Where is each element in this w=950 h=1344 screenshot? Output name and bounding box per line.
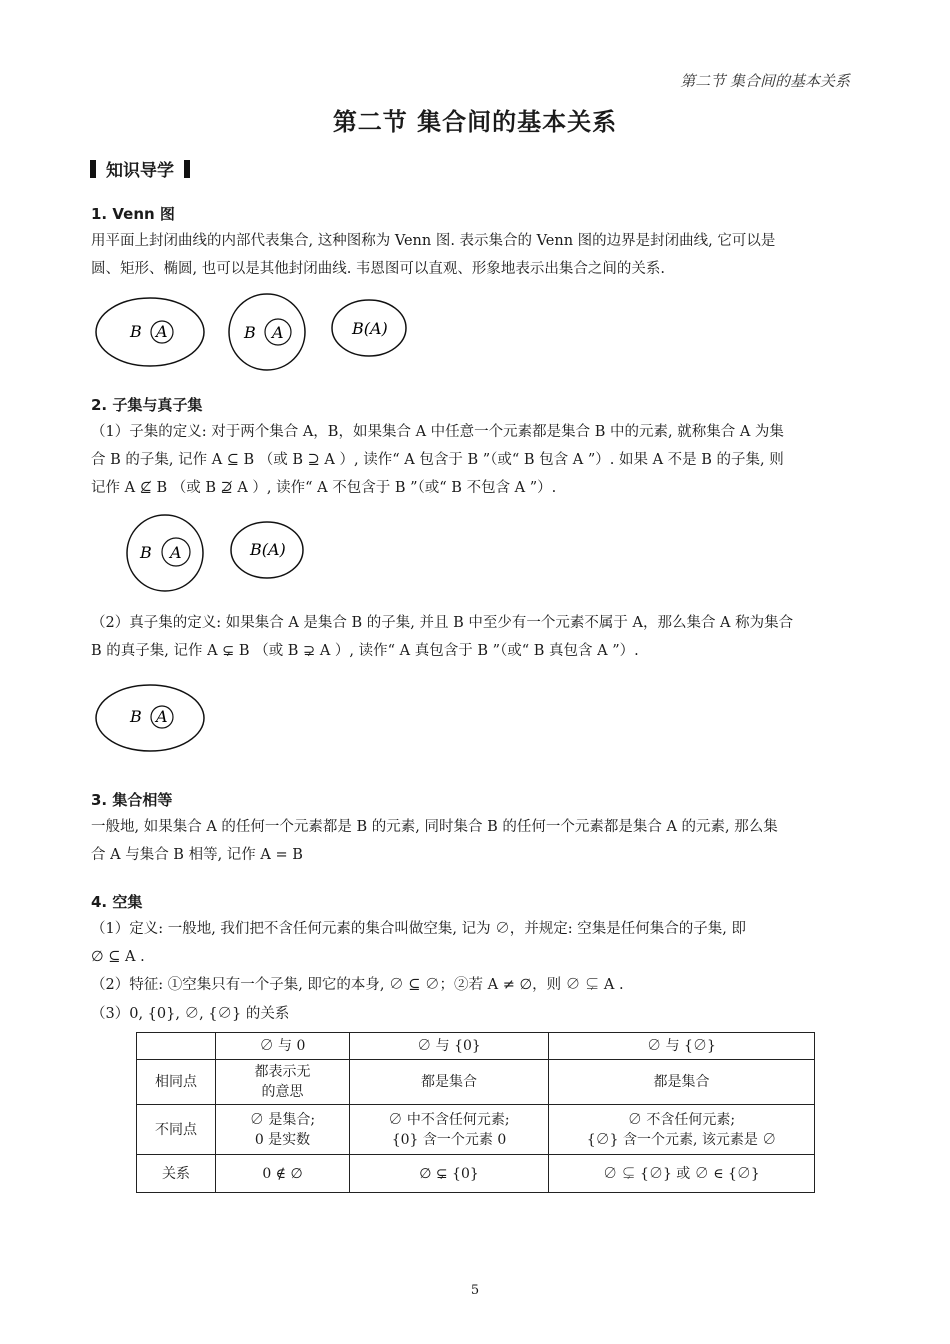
venn-label-equal: B(A)	[352, 319, 388, 338]
section-4-line-3: （2）特征: ①空集只有一个子集, 即它的本身, ∅ ⊆ ∅；②若 A ≠ ∅，则 ∅ ⊊ A .	[91, 977, 624, 993]
section-2-heading: 2. 子集与真子集	[91, 396, 203, 414]
section-4-line-1: （1）定义: 一般地, 我们把不含任何元素的集合叫做空集, 记为 ∅，并规定: 空集是任何集合的子集, 即	[91, 921, 746, 937]
table-row-label: 相同点	[137, 1060, 216, 1105]
venn-circle-subset	[229, 294, 305, 370]
table-cell: ∅ 是集合; 0 是实数	[216, 1105, 350, 1155]
section-3-line-1: 一般地, 如果集合 A 的任何一个元素都是 B 的元素, 同时集合 B 的任何一个元素都是集合 A 的元素, 那么集	[91, 819, 778, 835]
table-header-cell: ∅ 与 0	[216, 1033, 350, 1060]
table-cell: 0 ∉ ∅	[216, 1155, 350, 1193]
section-2-p2-line-1: （2）真子集的定义: 如果集合 A 是集合 B 的子集, 并且 B 中至少有一个元素不属于 A，那么集合 A 称为集合	[91, 615, 794, 631]
relation-table	[136, 1032, 815, 1193]
section-1-line-1: 用平面上封闭曲线的内部代表集合, 这种图称为 Venn 图. 表示集合的 Venn 图的边界是封闭曲线, 它可以是	[91, 233, 776, 249]
table-row-label: 关系	[137, 1155, 216, 1193]
venn-ellipse-subset	[96, 298, 204, 366]
venn-label-b: B	[130, 707, 142, 726]
section-guide-label	[90, 156, 190, 181]
venn-diagram-proper-subset	[90, 682, 220, 758]
table-header-cell: ∅ 与 {∅}	[549, 1033, 815, 1060]
guide-label: 知识导学	[106, 161, 174, 181]
page-number: 5	[470, 1283, 480, 1298]
venn-equal-set	[332, 300, 406, 356]
table-row-label: 不同点	[137, 1105, 216, 1155]
venn-label-b: B	[244, 323, 256, 342]
running-header: 第二节 集合间的基本关系	[680, 72, 850, 90]
venn-circle-subset	[127, 515, 203, 591]
table-header-cell: ∅ 与 {0}	[350, 1033, 549, 1060]
section-3-line-2: 合 A 与集合 B 相等, 记作 A = B	[91, 847, 303, 863]
table-cell: ∅ 不含任何元素; {∅} 含一个元素, 该元素是 ∅	[549, 1105, 815, 1155]
venn-label-equal: B(A)	[250, 540, 286, 559]
section-2-p1-line-3: 记作 A ⊈ B （或 B ⊉ A ）, 读作“ A 不包含于 B ”（或“ B 不包含 A ”）.	[91, 480, 557, 496]
table-row	[137, 1155, 815, 1193]
venn-diagrams-1	[90, 290, 420, 374]
section-4-line-4: （3）0, {0}, ∅, {∅} 的关系	[91, 1006, 290, 1022]
section-1-heading: 1. Venn 图	[91, 205, 175, 223]
venn-diagrams-2	[120, 508, 320, 598]
page-title: 第二节 集合间的基本关系	[332, 108, 618, 136]
section-2-p1-line-1: （1）子集的定义: 对于两个集合 A，B，如果集合 A 中任意一个元素都是集合 B 中的元素, 就称集合 A 为集	[91, 424, 784, 440]
table-cell: 都是集合	[350, 1060, 549, 1105]
table-cell: 都是集合	[549, 1060, 815, 1105]
venn-label-a: A	[156, 707, 168, 726]
venn-equal-set	[231, 522, 303, 578]
right-bar-icon	[184, 160, 190, 178]
section-3-heading: 3. 集合相等	[91, 791, 173, 809]
table-header-cell	[137, 1033, 216, 1060]
table-header-row	[137, 1033, 815, 1060]
venn-label-b: B	[140, 543, 152, 562]
section-1-line-2: 圆、矩形、椭圆, 也可以是其他封闭曲线. 韦恩图可以直观、形象地表示出集合之间的关系.	[91, 261, 666, 277]
table-cell: ∅ ⊊ {0}	[350, 1155, 549, 1193]
venn-label-a: A	[170, 543, 182, 562]
left-bar-icon	[90, 160, 96, 178]
venn-label-a: A	[272, 323, 284, 342]
section-4-line-2: ∅ ⊆ A .	[91, 949, 145, 965]
section-2-p2-line-2: B 的真子集, 记作 A ⊊ B （或 B ⊋ A ）, 读作“ A 真包含于 B ”（或“ B 真包含 A ”）.	[91, 643, 639, 659]
table-cell: 都表示无 的意思	[216, 1060, 350, 1105]
section-2-p1-line-2: 合 B 的子集, 记作 A ⊆ B （或 B ⊇ A ）, 读作“ A 包含于 B ”（或“ B 包含 A ”）. 如果 A 不是 B 的子集, 则	[91, 452, 784, 468]
table-cell: ∅ 中不含任何元素; {0} 含一个元素 0	[350, 1105, 549, 1155]
table-row	[137, 1060, 815, 1105]
table-cell: ∅ ⊊ {∅} 或 ∅ ∈ {∅}	[549, 1155, 815, 1193]
venn-label-b: B	[130, 322, 142, 341]
section-4-heading: 4. 空集	[91, 893, 143, 911]
table-row	[137, 1105, 815, 1155]
venn-label-a: A	[156, 322, 168, 341]
